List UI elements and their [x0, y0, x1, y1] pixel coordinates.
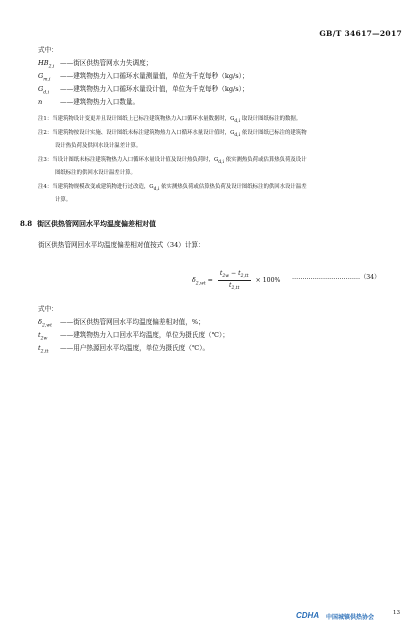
note-4: 注4：当建筑物规模改变或建筑物进行过改造，$G_{d,i}$ 依实测热负荷或估算热负荷及设计图纸标注的供回水设计温差 [38, 184, 307, 193]
definition-symbol: $t_{2w}$ [38, 331, 48, 342]
note-4-continuation: 计算。 [55, 197, 72, 203]
standard-code-header: GB/T 34617—2017 [319, 29, 402, 38]
note-3: 注3：当设计图纸未标注建筑物热力入口循环水量设计值及设计热负荷时，$G_{d,i}$ 依实测热负荷或估算热负荷及设计 [38, 157, 307, 166]
definition-text: ——建筑物热力入口数量。 [60, 98, 140, 106]
definition-symbol: $G_{d,i}$ [38, 85, 50, 96]
page-number: 13 [393, 610, 400, 616]
definition-row [38, 343, 209, 357]
definition-text: ——用户热源回水平均温度，单位为摄氏度（℃）。 [60, 344, 210, 352]
section-heading [20, 219, 156, 229]
definition-symbol: $t_{2,tt}$ [38, 344, 49, 355]
logo-text: 中国城镇供热协会 [326, 614, 375, 621]
note-2: 注2：当建筑物按设计实施、设计图纸未标注建筑物热力入口循环水量设计值时，$G_{d,i}$ 依设计图纸已标注的建筑物 [38, 130, 307, 139]
definition-symbol: n [38, 98, 43, 106]
definition-text: ——街区供热管网回水平均温度偏差相对值，%； [60, 318, 205, 326]
definition-symbol: $HB_{2,i}$ [38, 59, 55, 70]
where-label-1: 式中： [38, 46, 58, 54]
definition-text: ——建筑物热力入口循环水量测量值，单位为千克每秒（kg/s）； [60, 72, 249, 80]
where-label-2: 式中： [38, 305, 58, 313]
definition-text: ——街区供热管网水力失调度； [60, 59, 153, 67]
definition-text: ——建筑物热力入口回水平均温度，单位为摄氏度（℃）； [60, 331, 229, 339]
section-number: 8.8 [20, 219, 33, 228]
definition-symbol: $G_{m,i}$ [38, 72, 51, 83]
equation-number: ……………………………（34） [292, 274, 381, 281]
section-title: 街区供热管网回水平均温度偏差相对值 [37, 219, 157, 228]
formula-fraction: $\frac{t_{2w} - t_{2,tt}}{t_{2,tt}}$ [219, 270, 249, 292]
logo-mark-icon: CDHA [296, 611, 320, 620]
note-label: 注4： [38, 184, 53, 190]
note-label: 注1： [38, 116, 53, 122]
note-1: 注1：当建筑物设计变更并且设计图纸上已标注建筑物热力入口循环水量数据时，$G_{d,i}$ 取设计图纸标注的数据。 [38, 116, 302, 125]
formula-intro: 街区供热管网回水平均温度偏差相对值按式（34）计算： [38, 241, 205, 249]
note-2-continuation: 设计热负荷及供回水设计温差计算。 [55, 143, 142, 149]
note-label: 注2： [38, 130, 53, 136]
note-label: 注3： [38, 157, 53, 163]
association-logo [296, 611, 374, 621]
definition-text: ——建筑物热力入口循环水量设计值，单位为千克每秒（kg/s）； [60, 85, 249, 93]
formula-34: $\delta_{2,wt}$ = $\frac{t_{2w} - t_{2,tt}}{t_{2,tt}}$ × 100% [192, 270, 281, 292]
note-3-continuation: 图纸标注的供回水设计温差计算。 [55, 170, 136, 176]
definition-row [38, 97, 139, 111]
definition-symbol: $\delta_{2,wt}$ [38, 318, 52, 329]
